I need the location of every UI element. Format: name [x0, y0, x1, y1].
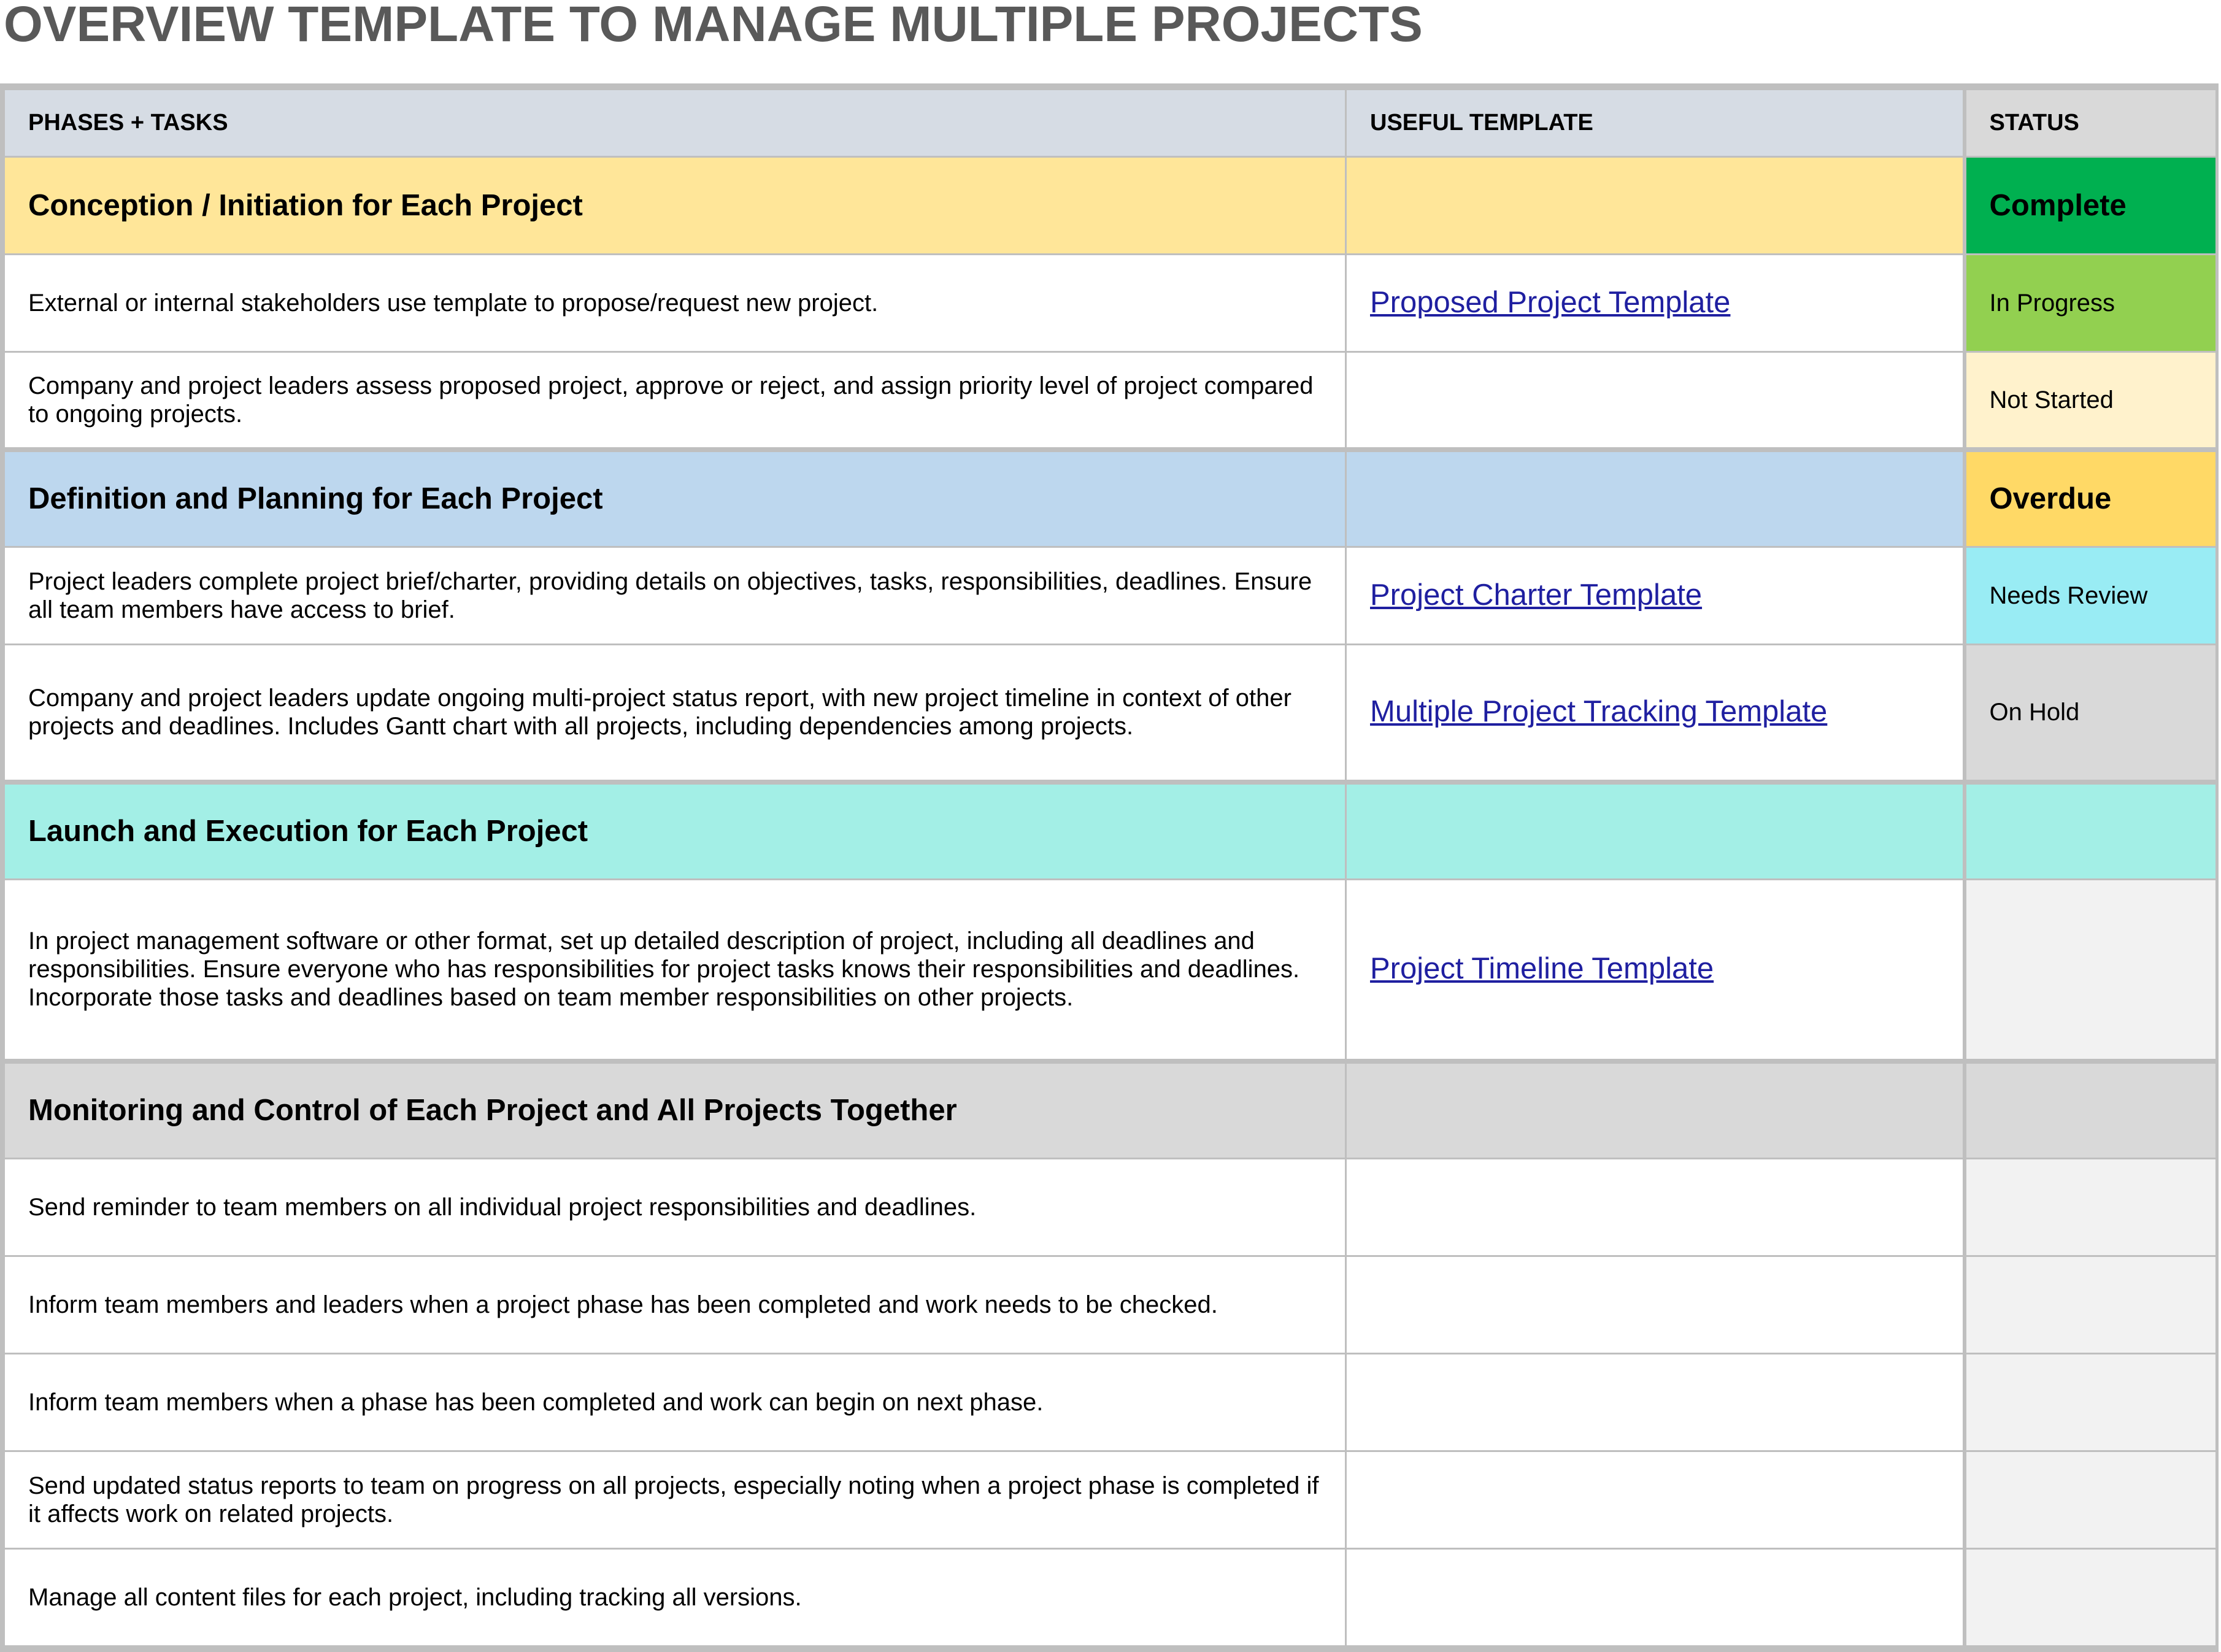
- task-description: In project management software or other format, set up detailed description of project, including all deadlines and responsibilities. Ensure everyone who has responsibilities for project tasks knows their responsibilities and deadlines. Incorporate those tasks and deadlines based on team member responsibilities on other projects.: [4, 880, 1346, 1061]
- task-description: Inform team members when a phase has been completed and work can begin on next phase.: [4, 1354, 1346, 1451]
- multiple-project-tracking-template-link[interactable]: Multiple Project Tracking Template: [1370, 694, 1828, 728]
- task-description: Company and project leaders update ongoing multi-project status report, with new project timeline in context of other projects and deadlines. Includes Gantt chart with all projects, including dependencies among projects.: [4, 645, 1346, 782]
- task-description: Project leaders complete project brief/charter, providing details on objectives, tasks, responsibilities, deadlines. Ensure all team members have access to brief.: [4, 547, 1346, 645]
- task-row: [4, 547, 2217, 645]
- status-cell[interactable]: [1965, 1256, 2217, 1354]
- table-header-row: [4, 90, 2217, 157]
- proposed-project-template-link[interactable]: Proposed Project Template: [1370, 285, 1731, 319]
- template-cell: [1346, 1061, 1965, 1159]
- template-cell: [1346, 1256, 1965, 1354]
- project-overview-table: [0, 83, 2219, 1652]
- status-cell-on-hold[interactable]: On Hold: [1965, 645, 2217, 782]
- status-cell[interactable]: [1965, 782, 2217, 880]
- phase-row-conception: [4, 157, 2217, 255]
- template-cell: [1346, 645, 1965, 782]
- phase-row-monitoring: [4, 1061, 2217, 1159]
- task-row: [4, 1256, 2217, 1354]
- phase-title: Launch and Execution for Each Project: [4, 782, 1346, 880]
- status-cell-not-started[interactable]: Not Started: [1965, 352, 2217, 450]
- template-cell: [1346, 547, 1965, 645]
- status-cell-in-progress[interactable]: In Progress: [1965, 255, 2217, 352]
- template-cell: [1346, 1549, 1965, 1646]
- template-cell: [1346, 782, 1965, 880]
- template-cell: [1346, 352, 1965, 450]
- status-cell[interactable]: [1965, 1451, 2217, 1549]
- header-useful-template: USEFUL TEMPLATE: [1346, 90, 1965, 157]
- template-cell: [1346, 880, 1965, 1061]
- task-row: [4, 1354, 2217, 1451]
- status-cell[interactable]: [1965, 1159, 2217, 1256]
- phase-row-launch: [4, 782, 2217, 880]
- task-row: [4, 1549, 2217, 1646]
- task-description: Company and project leaders assess proposed project, approve or reject, and assign priority level of project compared to ongoing projects.: [4, 352, 1346, 450]
- project-timeline-template-link[interactable]: Project Timeline Template: [1370, 951, 1714, 985]
- phase-row-definition: [4, 450, 2217, 547]
- status-cell[interactable]: [1965, 880, 2217, 1061]
- status-cell-overdue[interactable]: Overdue: [1965, 450, 2217, 547]
- header-status: STATUS: [1965, 90, 2217, 157]
- template-cell: [1346, 1354, 1965, 1451]
- page-title: OVERVIEW TEMPLATE TO MANAGE MULTIPLE PROJECTS: [4, 0, 1423, 52]
- status-cell[interactable]: [1965, 1061, 2217, 1159]
- template-cell: [1346, 255, 1965, 352]
- task-row: [4, 880, 2217, 1061]
- task-description: Inform team members and leaders when a project phase has been completed and work needs to be checked.: [4, 1256, 1346, 1354]
- phase-title: Monitoring and Control of Each Project and All Projects Together: [4, 1061, 1346, 1159]
- task-row: [4, 352, 2217, 450]
- status-cell-complete[interactable]: Complete: [1965, 157, 2217, 255]
- template-cell: [1346, 157, 1965, 255]
- template-cell: [1346, 1451, 1965, 1549]
- template-cell: [1346, 450, 1965, 547]
- task-description: Manage all content files for each project, including tracking all versions.: [4, 1549, 1346, 1646]
- status-cell[interactable]: [1965, 1549, 2217, 1646]
- task-description: Send updated status reports to team on progress on all projects, especially noting when a project phase is completed if it affects work on related projects.: [4, 1451, 1346, 1549]
- header-phases-tasks: PHASES + TASKS: [4, 90, 1346, 157]
- task-row: [4, 1159, 2217, 1256]
- task-description: Send reminder to team members on all individual project responsibilities and deadlines.: [4, 1159, 1346, 1256]
- task-description: External or internal stakeholders use template to propose/request new project.: [4, 255, 1346, 352]
- phase-title: Definition and Planning for Each Project: [4, 450, 1346, 547]
- task-row: [4, 255, 2217, 352]
- task-row: [4, 645, 2217, 782]
- template-cell: [1346, 1159, 1965, 1256]
- phase-title: Conception / Initiation for Each Project: [4, 157, 1346, 255]
- task-row: [4, 1451, 2217, 1549]
- status-cell[interactable]: [1965, 1354, 2217, 1451]
- project-charter-template-link[interactable]: Project Charter Template: [1370, 578, 1703, 612]
- status-cell-needs-review[interactable]: Needs Review: [1965, 547, 2217, 645]
